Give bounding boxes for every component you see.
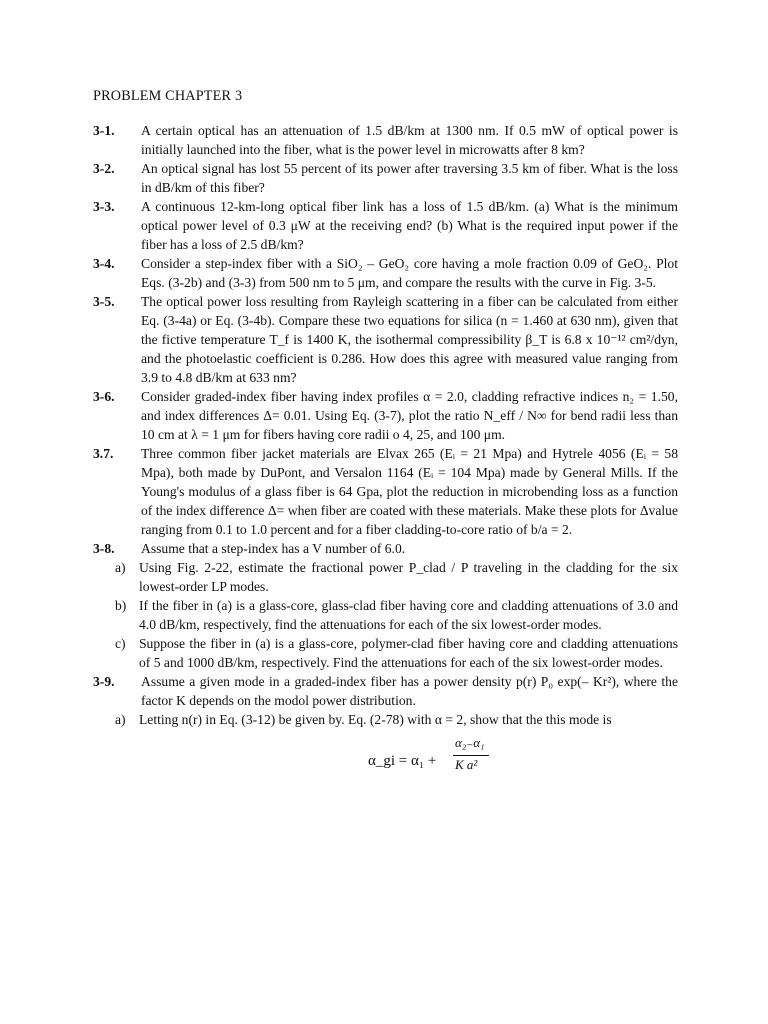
sub-item	[115, 596, 678, 634]
problem-3-7	[93, 444, 678, 539]
problem-number: 3-2.	[93, 161, 115, 176]
problem-text: A continuous 12-km-long optical fiber link has a loss of 1.5 dB/km. (a) What is the minimum optical power level of 0.3 μW at the receiving end? (b) What is the required input power if the fiber has a loss of 2.5 dB/km?	[141, 199, 678, 252]
problem-3-9-parts	[115, 710, 678, 729]
problem-text: Consider a step-index fiber with a SiO₂ – GeO₂ core having a mole fraction 0.09 of GeO₂. Plot Eqs. (3-2b) and (3-3) from 500 nm to 5 μm, and compare the results with the curve in Fig. 3-5.	[141, 256, 678, 290]
problem-3-3	[93, 197, 678, 254]
sub-text: Using Fig. 2-22, estimate the fractional power P_clad / P traveling in the cladding for the six lowest-order LP modes.	[139, 560, 678, 594]
sub-text: Letting n(r) in Eq. (3-12) be given by. Eq. (2-78) with α = 2, show that the this mode is	[139, 712, 612, 727]
problem-3-8-parts	[115, 558, 678, 672]
attenuation-formula	[93, 735, 678, 783]
problem-text: Consider graded-index fiber having index profiles α = 2.0, cladding refractive indices n₂ = 1.50, and index differences Δ= 0.01. Using Eq. (3-7), plot the ratio N_eff / N∞ for bend radii less than 10 cm at λ = 1 μm for fibers having core radii o 4, 25, and 100 μm.	[141, 389, 678, 442]
problem-text: The optical power loss resulting from Rayleigh scattering in a fiber can be calculated from either Eq. (3-4a) or Eq. (3-4b). Compare these two equations for silica (n = 1.460 at 630 nm), given that the fictive temperature T_f is 1400 K, the isothermal compressibility β_T is 6.8 x 10⁻¹² cm²/dyn, and the photoelastic coefficient is 0.286. How does this agree with measured value ranging from 3.9 to 4.8 dB/km at 633 nm?	[141, 294, 678, 385]
problem-3-8	[93, 539, 678, 558]
problem-3-6	[93, 387, 678, 444]
problem-number: 3-8.	[93, 541, 115, 556]
problem-number: 3-4.	[93, 256, 115, 271]
sub-letter: a)	[115, 712, 126, 727]
sub-text: If the fiber in (a) is a glass-core, glass-clad fiber having core and cladding attenuations of 3.0 and 4.0 dB/km, respectively, find the attenuations for each of the six lowest-order modes.	[139, 598, 678, 632]
problem-text: A certain optical has an attenuation of 1.5 dB/km at 1300 nm. If 0.5 mW of optical power is initially launched into the fiber, what is the power level in microwatts after 8 km?	[141, 123, 678, 157]
problem-3-9	[93, 672, 678, 710]
problem-text: An optical signal has lost 55 percent of its power after traversing 3.5 km of fiber. What is the loss in dB/km of this fiber?	[141, 161, 678, 195]
problem-text: Three common fiber jacket materials are Elvax 265 (Eᵢ = 21 Mpa) and Hytrele 4056 (Eᵢ = 58 Mpa), both made by DuPont, and Versalon 1164 (Eᵢ = 104 Mpa) made by General Mills. If the Young's modulus of a glass fiber is 64 Gpa, plot the reduction in microbending loss as a function of the index difference Δ= when fiber are coated with these materials. Make these plots for Δvalue ranging from 0.1 to 1.0 percent and for a fiber cladding-to-core ratio of b/a = 2.	[141, 446, 678, 537]
sub-item	[115, 634, 678, 672]
problem-number: 3-6.	[93, 389, 115, 404]
problem-3-1	[93, 121, 678, 159]
sub-item	[115, 558, 678, 596]
problem-number: 3-5.	[93, 294, 115, 309]
problem-text: Assume a given mode in a graded-index fiber has a power density p(r) P₀ exp(– Kr²), where the factor K depends on the modol power distribution.	[141, 674, 678, 708]
sub-letter: a)	[115, 560, 126, 575]
sub-item	[115, 710, 678, 729]
sub-text: Suppose the fiber in (a) is a glass-core, polymer-clad fiber having core and cladding attenuations of 5 and 1000 dB/km, respectively. Find the attenuations for each of the six lowest-order modes.	[139, 636, 678, 670]
problem-3-2	[93, 159, 678, 197]
problem-number: 3-1.	[93, 123, 115, 138]
problem-3-4	[93, 254, 678, 292]
formula-lhs: α_gi = α₁ +	[368, 753, 437, 769]
problem-number: 3-3.	[93, 199, 115, 214]
problem-number: 3-9.	[93, 674, 115, 689]
sub-letter: c)	[115, 636, 126, 651]
problem-text: Assume that a step-index has a V number of 6.0.	[141, 541, 406, 556]
problem-number: 3.7.	[93, 446, 114, 461]
page-title: PROBLEM CHAPTER 3	[93, 88, 243, 104]
formula-denominator: K a²	[455, 757, 478, 772]
sub-letter: b)	[115, 598, 127, 613]
fraction-bar	[453, 755, 489, 756]
formula-numerator: α₂₋α₁	[455, 735, 485, 750]
problem-3-5	[93, 292, 678, 387]
